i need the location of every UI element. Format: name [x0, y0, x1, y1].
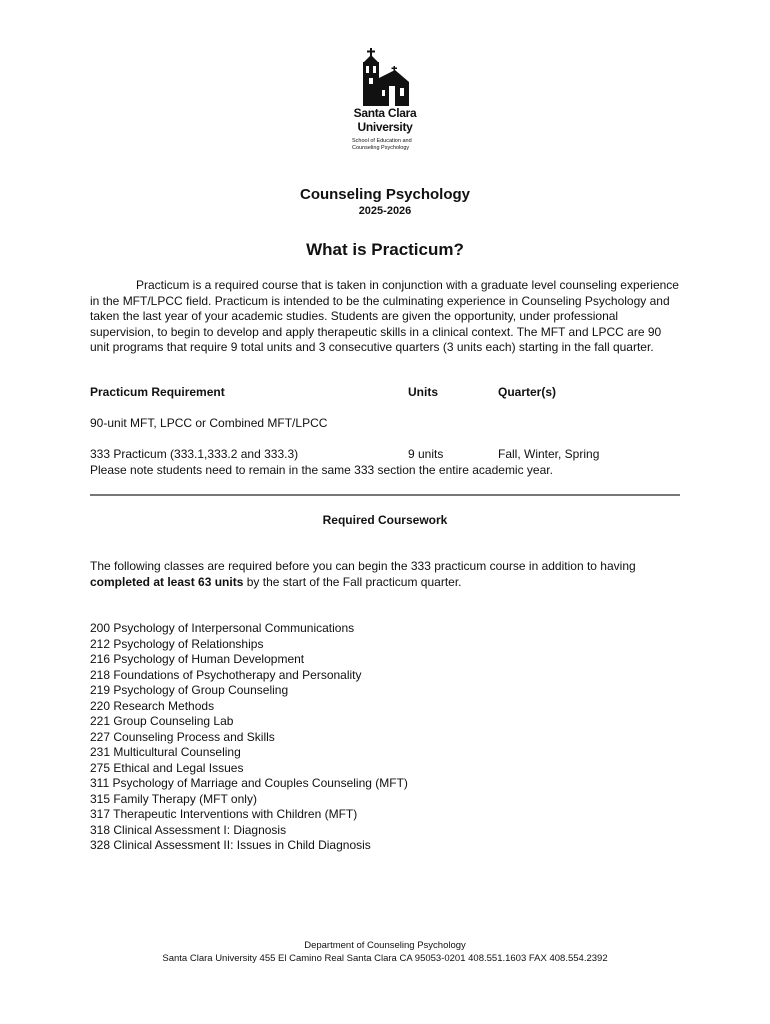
header-units: Units: [408, 385, 438, 399]
footer-address: Santa Clara University 455 El Camino Real Santa Clara CA 95053-0201 408.551.1603 FAX 408.554.2392: [162, 953, 608, 964]
course-name: 333 Practicum (333.1,333.2 and 333.3): [90, 447, 299, 461]
logo-sub-line1: School of Education and: [352, 138, 412, 144]
coursework-intro: [90, 559, 682, 590]
list-item: 231 Multicultural Counseling: [90, 745, 241, 759]
footer-department: Department of Counseling Psychology: [304, 940, 466, 951]
section-note-row: [90, 463, 682, 479]
course-row: [90, 447, 682, 463]
list-item: 218 Foundations of Psychotherapy and Personality: [90, 667, 362, 682]
program-name: 90-unit MFT, LPCC or Combined MFT/LPCC: [90, 416, 328, 430]
logo-sub-line2: Counseling Psychology: [352, 145, 410, 151]
practicum-heading: What is Practicum?: [306, 240, 464, 259]
list-item: 227 Counseling Process and Skills: [90, 729, 275, 744]
list-item: 220 Research Methods: [90, 698, 215, 713]
list-item: 328 Clinical Assessment II: Issues in Child Diagnosis: [90, 838, 371, 852]
list-item: 318 Clinical Assessment I: Diagnosis: [90, 822, 287, 837]
list-item: 221 Group Counseling Lab: [90, 714, 234, 728]
list-item: 317 Therapeutic Interventions with Children (MFT): [90, 807, 358, 821]
document-title: Counseling Psychology: [299, 186, 471, 203]
list-item: 216 Psychology of Human Development: [90, 652, 305, 666]
logo-name-line2: University: [357, 120, 413, 134]
required-coursework-heading: Required Coursework: [322, 513, 448, 527]
academic-year: 2025-2026: [358, 205, 412, 217]
list-item: 275 Ethical and Legal Issues: [90, 760, 244, 775]
list-item: 212 Psychology of Relationships: [90, 636, 264, 651]
section-note: Please note students need to remain in the same 333 section the entire academic year.: [90, 462, 553, 477]
list-item: 311 Psychology of Marriage and Couples Counseling (MFT): [90, 776, 408, 790]
header-requirement: Practicum Requirement: [90, 385, 225, 399]
program-row: [90, 416, 682, 432]
header-quarters: Quarter(s): [498, 385, 557, 399]
list-item: 315 Family Therapy (MFT only): [90, 791, 257, 806]
list-item: 200 Psychology of Interpersonal Communications: [90, 621, 355, 635]
list-item: 219 Psychology of Group Counseling: [90, 683, 289, 697]
page-footer: [0, 939, 770, 965]
required-course-list: [90, 621, 408, 854]
course-quarters: Fall, Winter, Spring: [498, 447, 600, 461]
requirements-header-row: [90, 385, 682, 401]
section-divider: [90, 494, 680, 496]
university-logo: [340, 48, 430, 163]
coursework-intro-after: by the start of the Fall practicum quarter.: [243, 574, 462, 589]
coursework-intro-before: The following classes are required before you can begin the 333 practicum course in addition to having: [90, 559, 636, 573]
practicum-requirements-table: [90, 385, 682, 478]
logo-name-line1: Santa Clara: [353, 106, 417, 120]
practicum-intro-paragraph: Practicum is a required course that is taken in conjunction with a graduate level counseling experience in the MFT/LPCC field. Practicum is intended to be the culminating experience in Counseling Psychology and taken the last year of your academic studies. Students are given the opportunity, under professional supervision, to begin to develop and apply therapeutic skills in a clinical context. The MFT and LPCC are 90 unit programs that require 9 total units and 3 consecutive quarters (3 units each) starting in the fall quarter.: [90, 278, 679, 354]
coursework-intro-bold: completed at least 63 units: [90, 574, 244, 589]
course-units: 9 units: [408, 447, 444, 461]
mission-church-icon: [359, 48, 411, 106]
